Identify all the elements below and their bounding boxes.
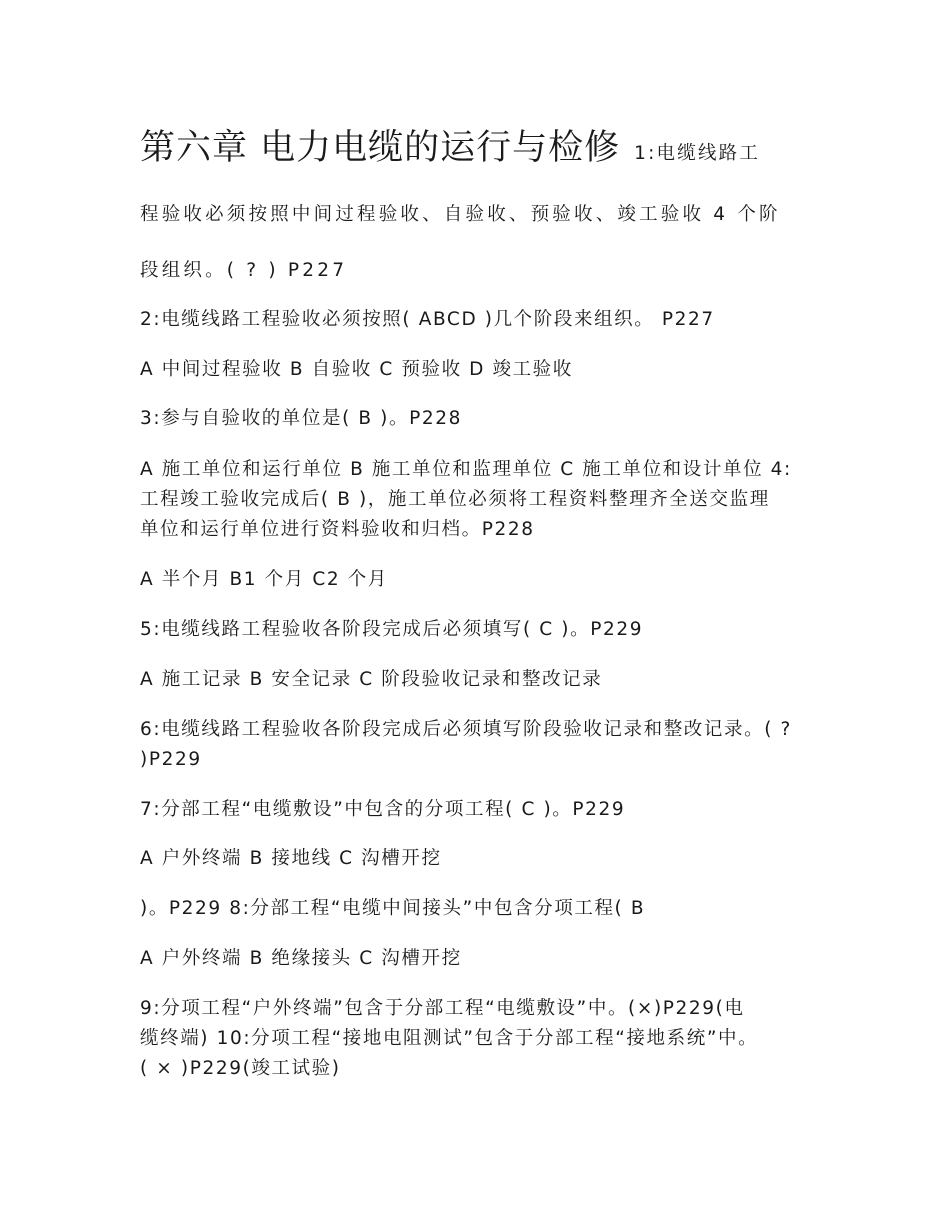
text-line: 7:分部工程“电缆敷设”中包含的分项工程( C )。P229 [140,799,626,820]
title-line [140,122,760,180]
text-line: A 半个月 B1 个月 C2 个月 [140,569,388,590]
text-line: )。P229 8:分部工程“电缆中间接头”中包含分项工程( B [140,898,646,919]
text-line: 程验收必须按照中间过程验收、自验收、预验收、竣工验收 4 个阶 [140,204,781,225]
text-line: 缆终端) 10:分项工程“接地电阻测试”包含于分部工程“接地系统”中。 [140,1028,759,1049]
text-line: ( × )P229(竣工试验) [140,1058,341,1079]
text-line: A 施工单位和运行单位 B 施工单位和监理单位 C 施工单位和设计单位 4: [140,459,792,480]
text-line: )P229 [140,749,202,770]
text-line: 6:电缆线路工程验收各阶段完成后必须填写阶段验收记录和整改记录。( ? [140,719,792,740]
text-line: 5:电缆线路工程验收各阶段完成后必须填写( C )。P229 [140,619,644,640]
chapter-title: 第六章 电力电缆的运行与检修 [140,128,621,168]
text-line: 段组织。( ? ) P227 [140,260,348,281]
text-line: 9:分项工程“户外终端”包含于分部工程“电缆敷设”中。(×)P229(电 [140,998,745,1019]
text-line: 3:参与自验收的单位是( B )。P228 [140,408,462,429]
text-line: A 户外终端 B 绝缘接头 C 沟槽开挖 [140,948,462,969]
text-line: A 户外终端 B 接地线 C 沟槽开挖 [140,848,442,869]
text-line: A 施工记录 B 安全记录 C 阶段验收记录和整改记录 [140,669,603,690]
text-line: 工程竣工验收完成后( B )，施工单位必须将工程资料整理齐全送交监理 [140,489,770,510]
title-tail-text: 1:电缆线路工 [634,143,761,164]
text-line: A 中间过程验收 B 自验收 C 预验收 D 竣工验收 [140,359,573,380]
text-line: 2:电缆线路工程验收必须按照( ABCD )几个阶段来组织。 P227 [140,309,715,330]
text-line: 单位和运行单位进行资料验收和归档。P228 [140,519,535,540]
